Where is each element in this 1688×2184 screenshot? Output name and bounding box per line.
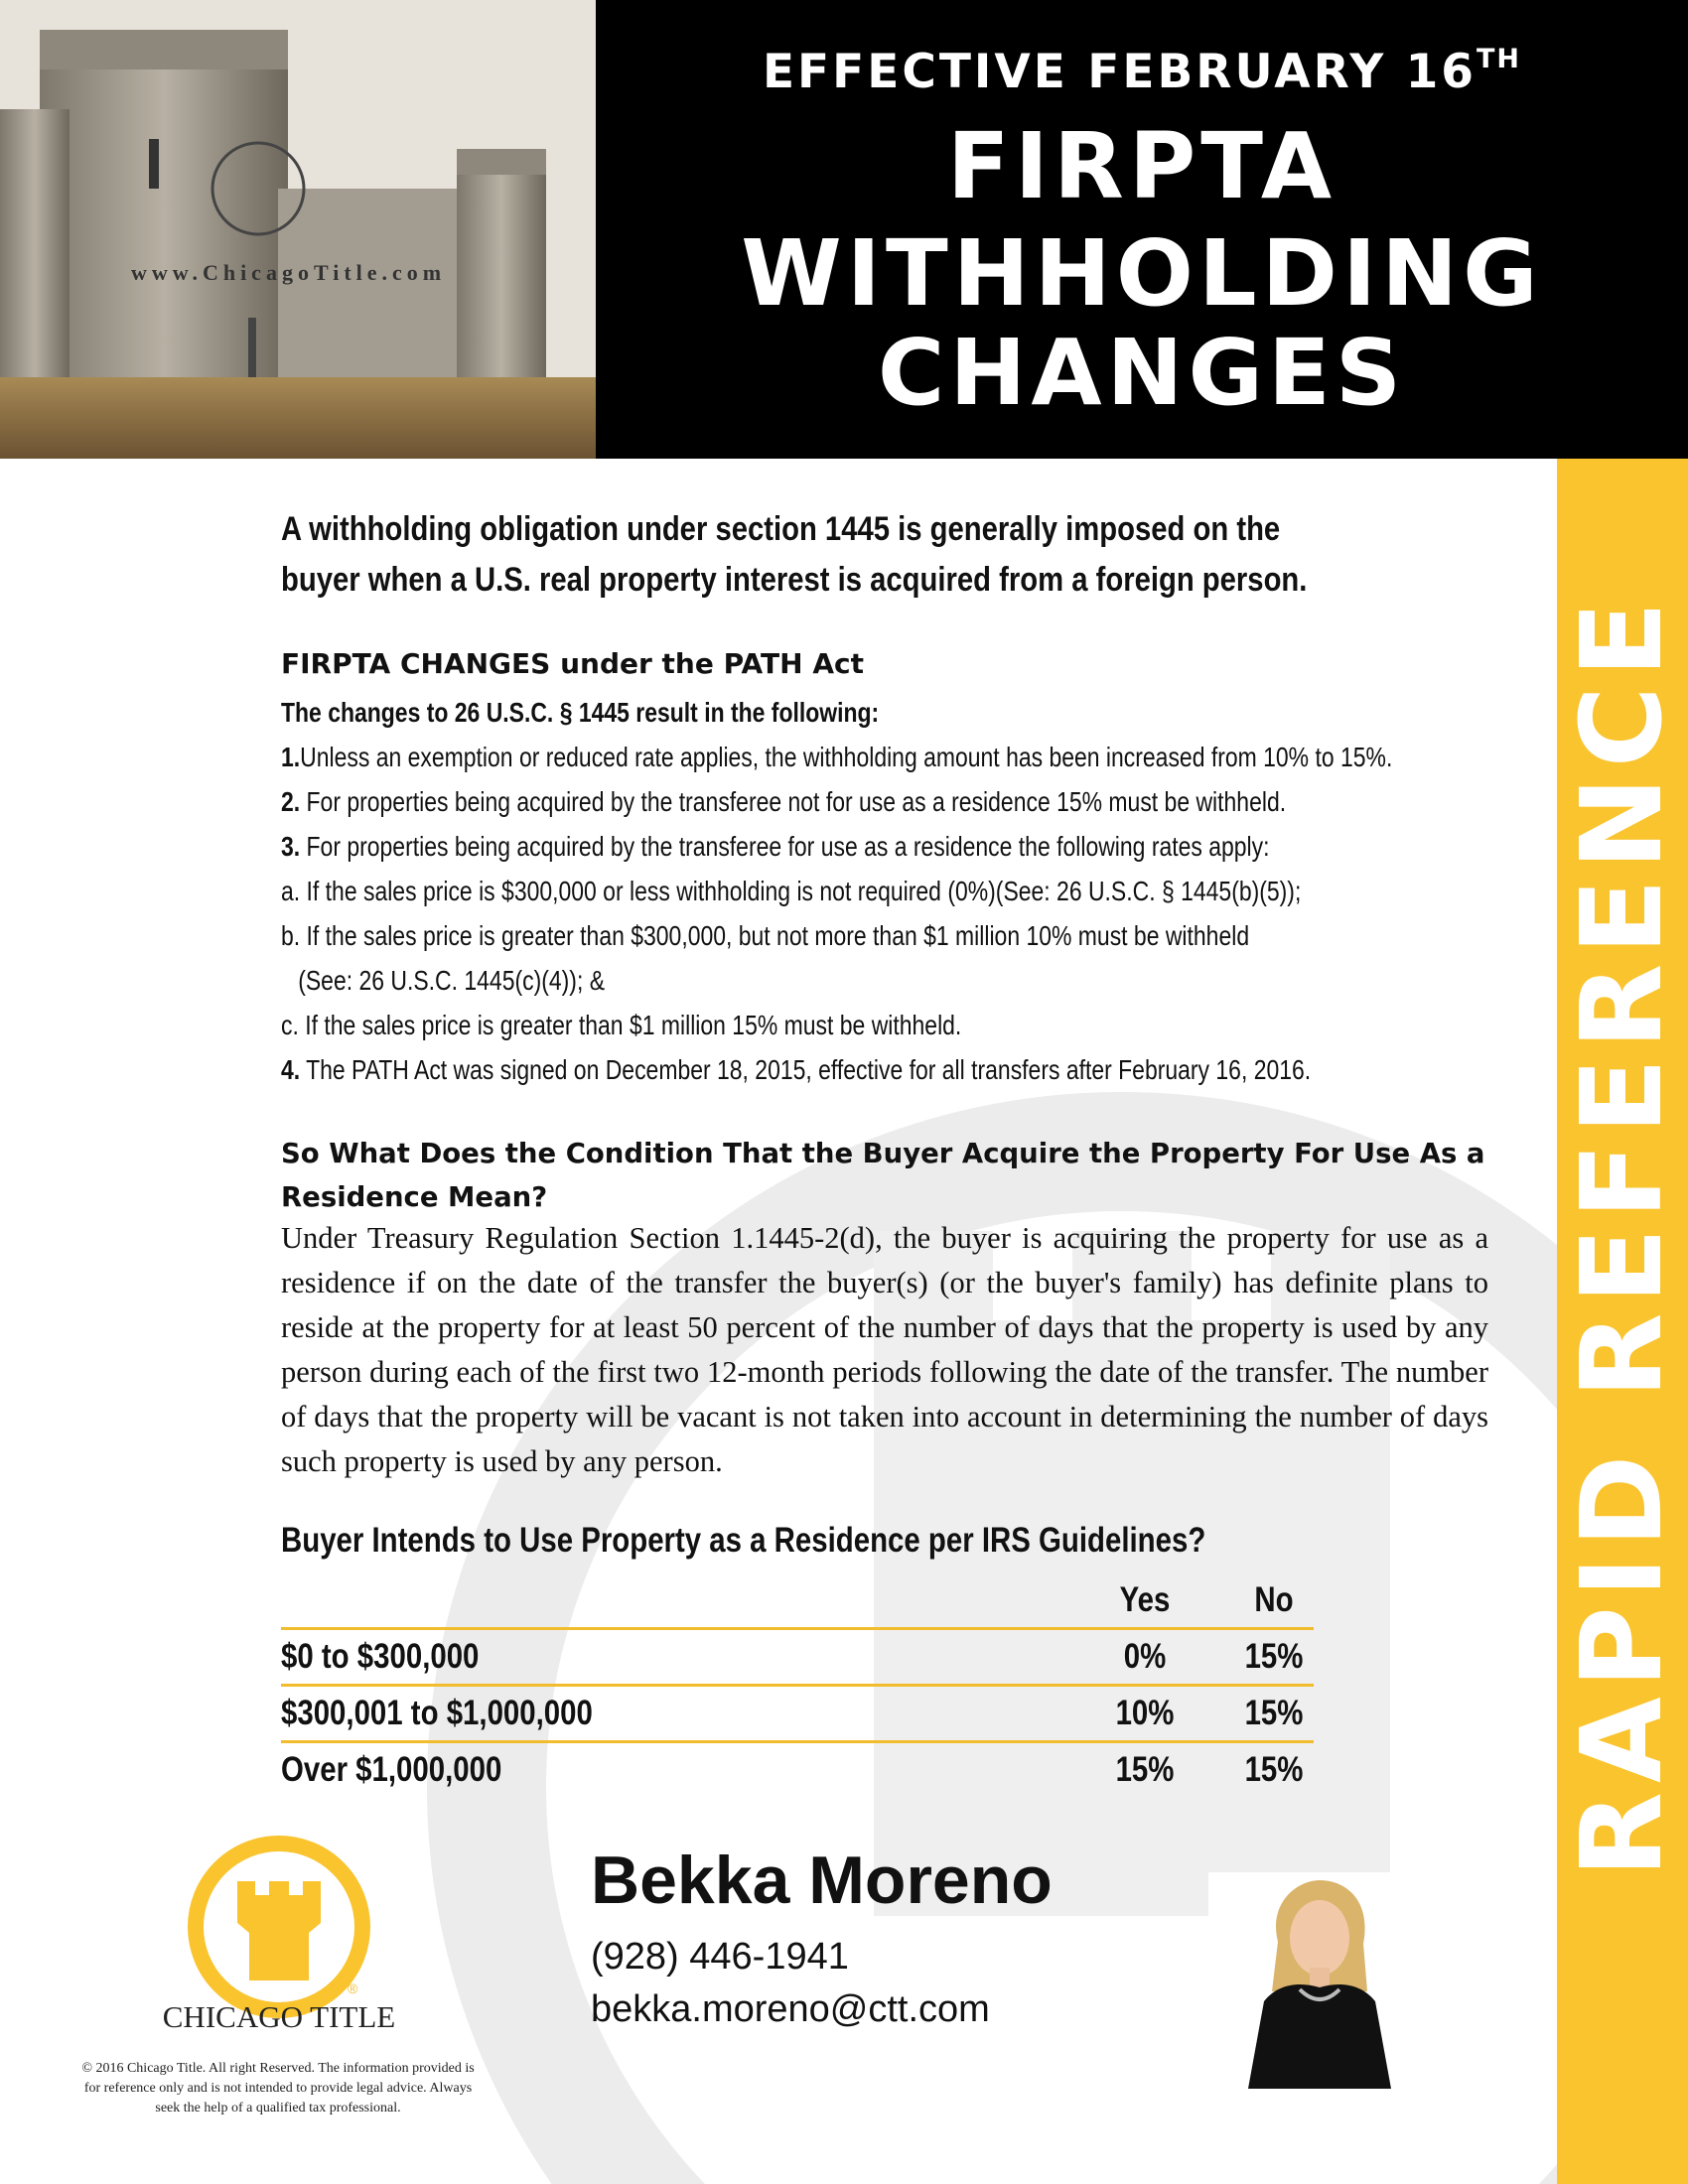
price-range: Over $1,000,000 (281, 1750, 502, 1789)
rate-yes: 15% (1115, 1750, 1175, 1789)
rate-yes: 0% (1123, 1637, 1167, 1676)
agent-email[interactable]: bekka.moreno@ctt.com (591, 1988, 990, 2030)
agent-photo (1208, 1872, 1429, 2089)
change-subitem-a: a. If the sales price is $300,000 or less withholding is not required (0%)(See: 26 U.S.C. § 1445(b)(5)); (281, 876, 1302, 906)
rate-table (281, 1573, 1314, 1797)
table-row (281, 1740, 1314, 1797)
change-item-3 (281, 824, 1332, 869)
residence-body: Under Treasury Regulation Section 1.1445-2(d), the buyer is acquiring the property for use as a residence if on the date of the transfer the buyer(s) (or the buyer's family) has definite plans to reside at the property for at least 50 percent of the number of days that the property is used by any person during each of the first two 12-month periods following the date of the transfer. The number of days that the property will be vacant is not taken into account in determining the number of days such property is used by any person. (281, 1221, 1488, 1478)
change-item-text: For properties being acquired by the transferee not for use as a residence 15% must be withheld. (300, 786, 1287, 817)
price-range: $300,001 to $1,000,000 (281, 1694, 593, 1732)
rate-no: 15% (1244, 1637, 1304, 1676)
copyright-notice: © 2016 Chicago Title. All right Reserved. The information provided is for reference only and is not intended to provide legal advice. Always seek the help of a qualified tax professional. (81, 2061, 475, 2116)
headline-line-2: WITHHOLDING (741, 220, 1543, 327)
brand-name: CHICAGO TITLE (162, 1999, 396, 2034)
change-item-number: 1. (281, 742, 301, 772)
chicago-title-logo (184, 1832, 374, 2022)
table-header-row (281, 1573, 1314, 1627)
change-subitem-c: c. If the sales price is greater than $1 million 15% must be withheld. (281, 1010, 962, 1040)
change-item-number: 3. (281, 831, 301, 862)
rate-table-title: Buyer Intends to Use Property as a Residence per IRS Guidelines? (281, 1521, 1206, 1560)
change-item-2 (281, 779, 1332, 824)
intro-paragraph: A withholding obligation under section 1445 is generally imposed on the buyer when a U.S. real property interest is acquired from a foreign person. (281, 510, 1308, 599)
change-item-text: The PATH Act was signed on December 18, 2015, effective for all transfers after February 16, 2016. (300, 1054, 1312, 1085)
column-header-yes: Yes (1119, 1580, 1171, 1619)
rapid-reference-label: RAPID REFERENCE (1558, 592, 1687, 1878)
changes-intro: The changes to 26 U.S.C. § 1445 result in the following: (281, 697, 880, 728)
change-subitem-b: b. If the sales price is greater than $300,000, but not more than $1 million 10% must be withheld (281, 920, 1250, 951)
change-item-number: 2. (281, 786, 301, 817)
change-item-4 (281, 1047, 1332, 1092)
change-item-1 (281, 735, 1393, 779)
residence-heading: So What Does the Condition That the Buyer Acquire the Property For Use As a Residence Mean? (281, 1138, 1485, 1213)
rate-yes: 10% (1115, 1694, 1175, 1732)
castle-photo (0, 0, 596, 459)
change-subitem-b-citation: (See: 26 U.S.C. 1445(c)(4)); & (298, 965, 606, 996)
changes-heading: FIRPTA CHANGES under the PATH Act (281, 647, 864, 680)
effective-date-line (596, 44, 1688, 99)
change-item-number: 4. (281, 1054, 301, 1085)
changes-list (281, 690, 1393, 1092)
table-row (281, 1627, 1314, 1684)
header-banner (596, 0, 1688, 459)
headline-line-1: FIRPTA (946, 113, 1337, 219)
agent-name: Bekka Moreno (591, 1843, 1053, 1918)
change-item-text: For properties being acquired by the transferee for use as a residence the following rates apply: (300, 831, 1270, 862)
column-header-no: No (1254, 1580, 1294, 1619)
photo-watermark-url: www.ChicagoTitle.com (131, 260, 447, 285)
castle-illustration (0, 0, 596, 459)
table-row (281, 1684, 1314, 1740)
effective-date-suffix: TH (1477, 44, 1522, 74)
rate-no: 15% (1244, 1694, 1304, 1732)
registered-mark: ® (348, 1980, 358, 1996)
price-range: $0 to $300,000 (281, 1637, 480, 1676)
effective-date-text: EFFECTIVE FEBRUARY 16 (762, 45, 1477, 99)
rate-no: 15% (1244, 1750, 1304, 1789)
agent-phone[interactable]: (928) 446-1941 (591, 1936, 849, 1978)
change-item-text: Unless an exemption or reduced rate applies, the withholding amount has been increased from 10% to 15%. (300, 742, 1393, 772)
headline-line-3: CHANGES (877, 320, 1407, 426)
